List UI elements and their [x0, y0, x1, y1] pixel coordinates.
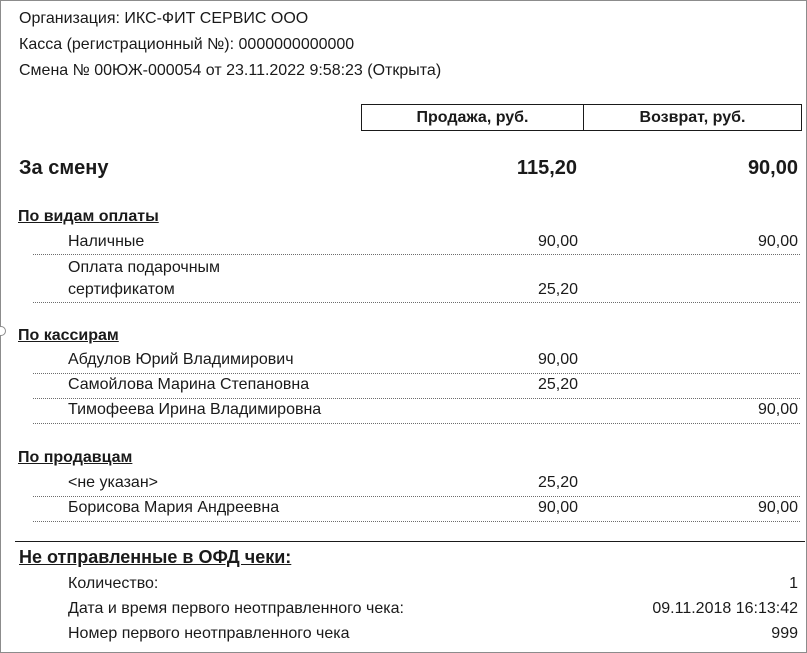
organization-line: Организация: ИКС-ФИТ СЕРВИС ООО — [19, 10, 309, 27]
section-title-cashier: По кассирам — [18, 327, 119, 344]
section-title-payment: По видам оплаты — [18, 208, 159, 225]
section-title-seller: По продавцам — [18, 449, 133, 466]
row-label: Борисова Мария Андреевна — [68, 499, 280, 516]
ofd-row-first-number — [68, 624, 798, 644]
shift-total-label: За смену — [19, 157, 109, 179]
table-row — [33, 473, 800, 497]
ofd-section-title: Не отправленные в ОФД чеки: — [19, 547, 292, 567]
shift-total-row — [19, 155, 798, 181]
table-row — [33, 232, 800, 255]
ofd-row-count — [68, 574, 798, 594]
ofd-label: Дата и время первого неотправленного чека: — [68, 600, 404, 617]
section-divider — [15, 541, 805, 542]
row-sale: 25,20 — [537, 281, 578, 298]
row-sale: 90,00 — [537, 499, 578, 516]
table-header — [361, 104, 802, 131]
row-return: 90,00 — [757, 233, 798, 250]
table-row — [33, 400, 800, 424]
table-row — [33, 258, 800, 303]
row-label: <не указан> — [68, 474, 159, 491]
ofd-label: Номер первого неотправленного чека — [68, 625, 350, 642]
column-header-return: Возврат, руб. — [639, 109, 746, 126]
table-row — [33, 350, 800, 374]
row-label: Тимофеева Ирина Владимировна — [68, 401, 322, 418]
column-header-sale: Продажа, руб. — [362, 105, 584, 130]
row-return: 90,00 — [757, 401, 798, 418]
row-label-continued: сертификатом — [68, 281, 175, 298]
row-label: Оплата подарочным — [68, 259, 221, 276]
row-return: 90,00 — [757, 499, 798, 516]
row-sale: 25,20 — [537, 474, 578, 491]
row-label: Наличные — [68, 233, 145, 250]
table-row — [33, 498, 800, 522]
shift-total-return: 90,00 — [747, 157, 798, 179]
ofd-label: Количество: — [68, 575, 159, 592]
row-label: Абдулов Юрий Владимирович — [68, 351, 294, 368]
cash-register-line: Касса (регистрационный №): 0000000000000 — [19, 36, 355, 53]
ofd-value: 09.11.2018 16:13:42 — [652, 600, 798, 617]
row-sale: 90,00 — [537, 351, 578, 368]
shift-total-sale: 115,20 — [516, 157, 577, 179]
row-label: Самойлова Марина Степановна — [68, 376, 310, 393]
ofd-value: 1 — [789, 575, 798, 592]
shift-line: Смена № 00ЮЖ-000054 от 23.11.2022 9:58:23 (Открыта) — [19, 62, 442, 79]
row-sale: 25,20 — [537, 376, 578, 393]
row-sale: 90,00 — [537, 233, 578, 250]
table-row — [33, 375, 800, 399]
ofd-value: 999 — [771, 625, 798, 642]
ofd-row-first-date — [68, 599, 798, 619]
